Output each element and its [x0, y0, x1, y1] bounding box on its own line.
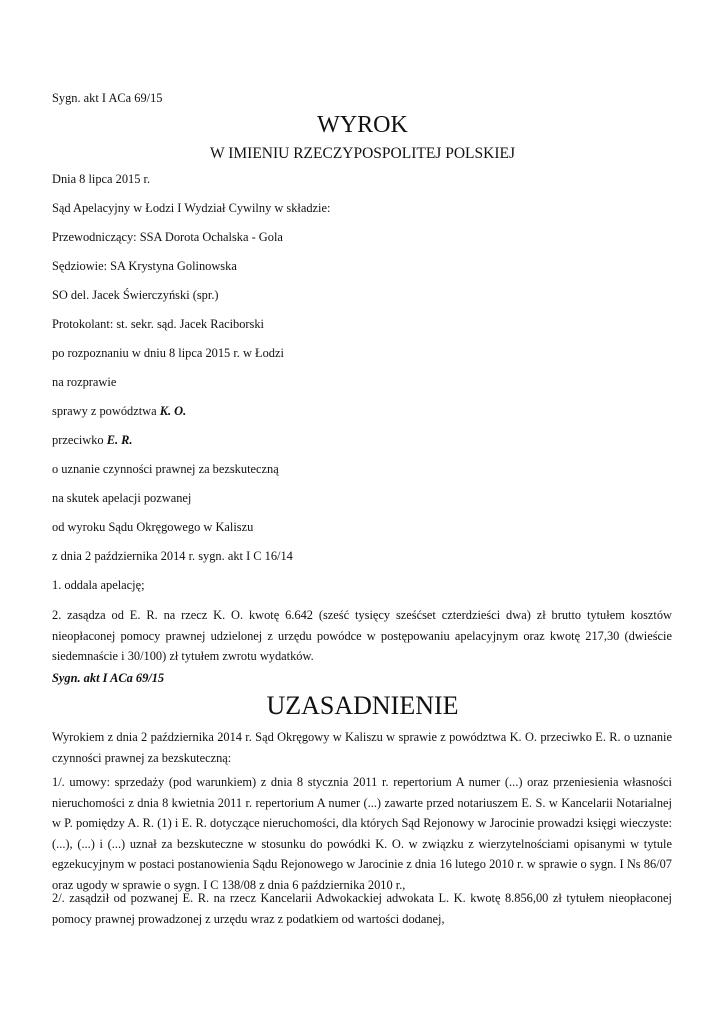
justification-signature: Sygn. akt I ACa 69/15: [52, 671, 165, 685]
ruling-point-1: 1. oddala apelację;: [52, 578, 145, 592]
defendant-name: E. R.: [106, 433, 133, 447]
against-line: [52, 433, 133, 448]
claim-prefix: sprawy z powództwa: [52, 404, 160, 418]
claim-line: [52, 404, 186, 419]
verdict-date: Dnia 8 lipca 2015 r.: [52, 172, 151, 186]
verdict-subtitle: W IMIENIU RZECZYPOSPOLITEJ POLSKIEJ: [210, 145, 515, 162]
against-prefix: przeciwko: [52, 433, 107, 447]
delegated-judge: SO del. Jacek Świerczyński (spr.): [52, 288, 219, 302]
judgment-date: z dnia 2 października 2014 r. sygn. akt I C 16/14: [52, 549, 293, 563]
claimant-name: K. O.: [159, 404, 187, 418]
lower-court-judgment: od wyroku Sądu Okręgowego w Kaliszu: [52, 520, 254, 534]
court-clerk: Protokolant: st. sekr. sąd. Jacek Raciborski: [52, 317, 264, 331]
presiding-judge: Przewodniczący: SSA Dorota Ochalska - Gola: [52, 230, 283, 244]
justification-heading: UZASADNIENIE: [266, 691, 459, 720]
justification-intro: Wyrokiem z dnia 2 października 2014 r. Sąd Okręgowy w Kaliszu w sprawie z powództwa K. O. przeciwko E. R. o uznanie czynności prawnej za bezskuteczną:: [52, 730, 672, 765]
hearing-info: po rozpoznaniu w dniu 8 lipca 2015 r. w Łodzi: [52, 346, 284, 360]
case-signature: Sygn. akt I ACa 69/15: [52, 91, 163, 105]
at-trial: na rozprawie: [52, 375, 117, 389]
court-composition: Sąd Apelacyjny w Łodzi I Wydział Cywilny w składzie:: [52, 201, 331, 215]
case-subject: o uznanie czynności prawnej za bezskuteczną: [52, 462, 279, 476]
justification-item-2: 2/. zasądził od pozwanej E. R. na rzecz Kancelarii Adwokackiej adwokata L. K. kwotę 8.856,00 zł tytułem nieopłaconej pomocy prawnej prowadzonej z urzędu wraz z podatkiem od wartości dodanej,: [52, 891, 672, 926]
verdict-title: WYROK: [317, 112, 408, 138]
appeal-info: na skutek apelacji pozwanej: [52, 491, 192, 505]
judges: Sędziowie: SA Krystyna Golinowska: [52, 259, 237, 273]
ruling-point-2: 2. zasądza od E. R. na rzecz K. O. kwotę 6.642 (sześć tysięcy sześćset czterdzieści dwa) zł brutto tytułem kosztów nieopłaconej pomocy prawnej udzielonej z urzędu powódce w postępowaniu apelacyjnym oraz kwotę 217,30 (dwieście siedemnaście i 30/100) zł tytułem zwrotu wydatków.: [52, 608, 672, 663]
justification-item-1: 1/. umowy: sprzedaży (pod warunkiem) z dnia 8 stycznia 2011 r. repertorium A numer (...) oraz przeniesienia własności nieruchomości z dnia 8 kwietnia 2011 r. repertorium A numer (...) zawarte przed notariuszem E. S. w Kancelarii Notarialnej w P. pomiędzy A. R. (1) i E. R. dotyczące nieruchomości, dla których Sąd Rejonowy w Jarocinie prowadzi księgi wieczyste: (...), (...) i (...) uznał za bezskuteczne w stosunku do powódki K. O. w związku z wierzytelnościami opisanymi w tytule egzekucyjnym w postaci postanowienia Sądu Rejonowego w Jarocinie z dnia 16 lutego 2010 r. w sprawie o sygn. I Ns 86/07 oraz ugody w sprawie o sygn. I C 138/08 z dnia 6 października 2010 r.,: [52, 775, 672, 892]
